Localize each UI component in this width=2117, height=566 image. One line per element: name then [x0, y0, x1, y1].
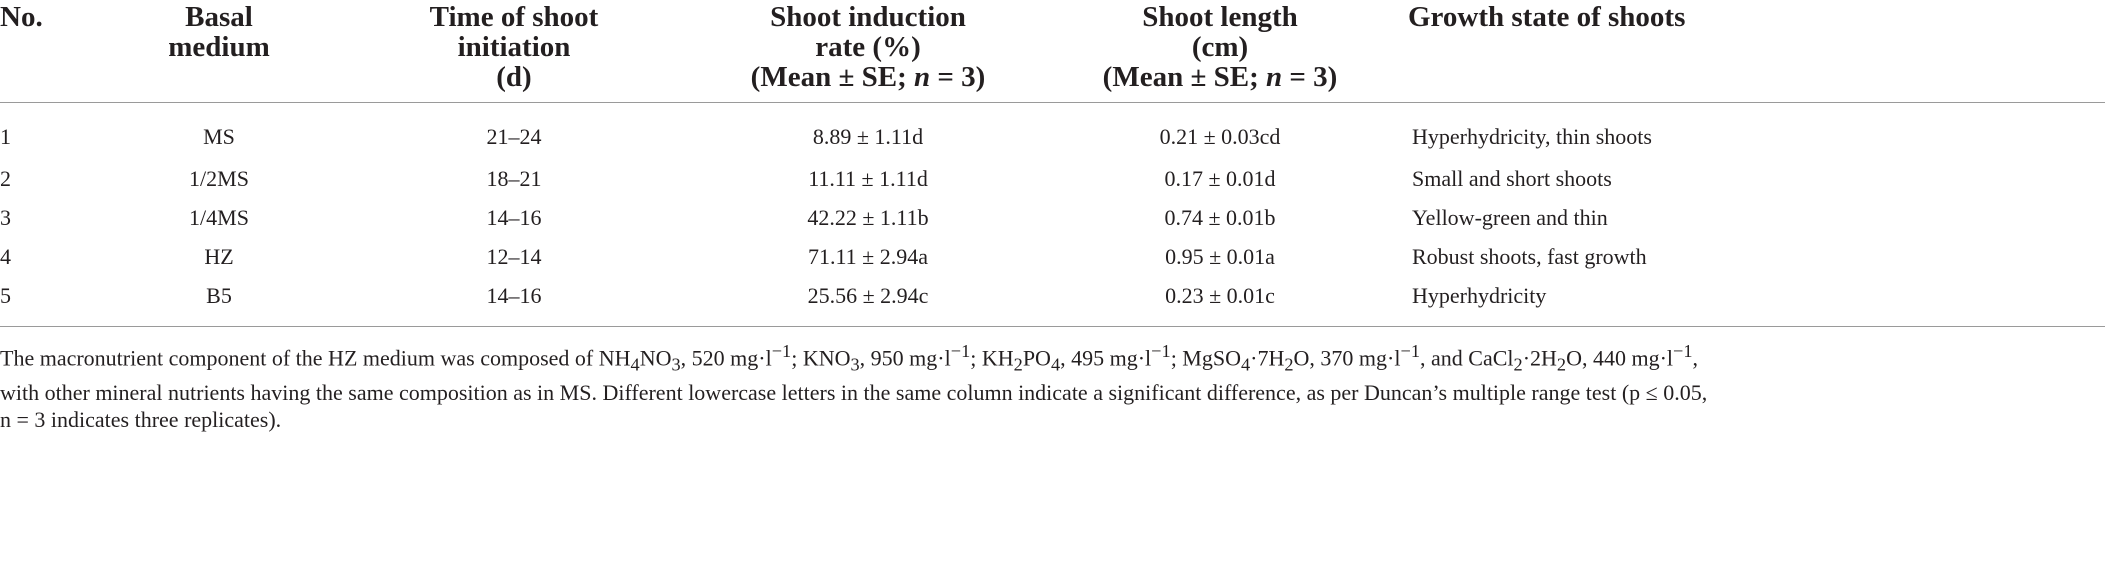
header-length-line2: (cm): [1191, 31, 1249, 63]
cell-growth: Small and short shoots: [1412, 165, 1612, 191]
header-length-line3b: = 3): [1282, 61, 1338, 93]
cell-rate: 25.56 ± 2.94c: [686, 276, 1050, 327]
cell-growth: Hyperhydricity, thin shoots: [1412, 124, 1652, 149]
cell-no: 1: [0, 124, 11, 149]
table-row: [0, 198, 2105, 237]
fn-sub: 2: [1284, 354, 1294, 375]
header-no: [0, 0, 96, 103]
cell-length: 0.74 ± 0.01b: [1164, 204, 1276, 230]
header-rate-line1: Shoot induction: [770, 1, 966, 33]
cell-growth: Robust shoots, fast growth: [1412, 243, 1647, 269]
fn-text: , 520 mg·l: [680, 345, 772, 371]
fn-sub: 2: [1513, 354, 1523, 375]
header-rate: [686, 0, 1050, 103]
header-growth-text: Growth state of shoots: [1408, 1, 1686, 33]
cell-length: 0.17 ± 0.01d: [1164, 165, 1276, 191]
header-length: [1050, 0, 1390, 103]
header-rate-line3b: = 3): [930, 61, 986, 93]
table-row: [0, 159, 2105, 198]
cell-time: 12–14: [486, 243, 542, 269]
cell-medium: B5: [96, 276, 342, 327]
header-basal-medium-line2: medium: [168, 31, 270, 63]
header-basal-medium: [96, 0, 342, 103]
header-basal-medium-line1: Basal: [185, 1, 253, 33]
cell-time: 21–24: [486, 124, 542, 149]
footnote-line-1: [0, 338, 2105, 379]
table-body: [0, 103, 2105, 327]
fn-text: ; KNO: [791, 345, 851, 371]
fn-sup: −1: [1673, 341, 1693, 361]
fn-text: ; MgSO: [1170, 345, 1241, 371]
fn-text: NO: [639, 345, 672, 371]
cell-rate: 8.89 ± 1.11d: [812, 124, 924, 149]
cell-length: 0.23 ± 0.01c: [1050, 276, 1390, 327]
cell-no: 3: [0, 204, 11, 230]
cell-length: 0.95 ± 0.01a: [1165, 243, 1275, 269]
cell-length: 0.21 ± 0.03cd: [1159, 124, 1281, 149]
fn-sub: 3: [850, 354, 860, 375]
cell-medium: 1/2MS: [189, 165, 249, 191]
cell-time: 14–16: [342, 276, 686, 327]
header-length-line3a: (Mean ± SE;: [1102, 61, 1266, 93]
fn-sub: 2: [1013, 354, 1023, 375]
fn-sup: −1: [950, 341, 971, 361]
fn-sub: 4: [1050, 354, 1061, 375]
header-time-line2: initiation: [457, 31, 571, 63]
header-time: [342, 0, 686, 103]
cell-growth: Hyperhydricity: [1390, 276, 2105, 327]
fn-sub: 4: [1240, 354, 1251, 375]
cell-growth: Yellow-green and thin: [1412, 204, 1608, 230]
fn-text: The macronutrient component of the HZ medium was composed of NH: [0, 345, 631, 371]
header-growth-state: [1390, 0, 2105, 103]
fn-sup: −1: [771, 341, 792, 361]
footnote-line-3: n = 3 indicates three replicates).: [0, 406, 282, 432]
fn-text: ·2H: [1522, 345, 1557, 371]
header-rate-line2: rate (%): [815, 31, 921, 63]
cell-rate: 11.11 ± 1.11d: [808, 165, 928, 191]
cell-medium: 1/4MS: [189, 204, 249, 230]
footnote-line-2: with other mineral nutrients having the same composition as in MS. Different lowercase letters in the same column indicate a significant difference, as per Duncan’s multiple range test (p ≤ 0.05,: [0, 379, 1708, 405]
fn-sup: −1: [1400, 341, 1421, 361]
fn-sup: −1: [1151, 341, 1171, 361]
fn-text: ; KH: [970, 345, 1014, 371]
cell-rate: 42.22 ± 1.11b: [807, 204, 929, 230]
cell-no: 5: [0, 276, 96, 327]
header-time-line3: (d): [496, 61, 532, 93]
header-rate-n: n: [914, 61, 931, 93]
fn-text: PO: [1022, 345, 1051, 371]
fn-sub: 3: [671, 354, 681, 375]
fn-text: ,: [1692, 345, 1699, 371]
cell-no: 4: [0, 243, 11, 269]
header-length-n: n: [1266, 61, 1283, 93]
fn-text: , 950 mg·l: [859, 345, 951, 371]
table-footnote: [0, 338, 2105, 433]
fn-text: O, 370 mg·l: [1293, 345, 1401, 371]
header-row: [0, 0, 2105, 103]
cell-medium: HZ: [204, 243, 234, 269]
cell-time: 14–16: [486, 204, 542, 230]
cell-medium: MS: [203, 124, 235, 149]
cell-time: 18–21: [486, 165, 542, 191]
table-row: [0, 103, 2105, 160]
header-rate-line3a: (Mean ± SE;: [750, 61, 914, 93]
header-time-line1: Time of shoot: [429, 1, 599, 33]
fn-text: O, 440 mg·l: [1566, 345, 1674, 371]
fn-text: ·7H: [1250, 345, 1285, 371]
cell-rate: 71.11 ± 2.94a: [807, 243, 929, 269]
fn-sub: 4: [630, 354, 640, 375]
fn-text: , 495 mg·l: [1060, 345, 1152, 371]
header-no-text: No.: [0, 1, 43, 33]
table-header: [0, 0, 2105, 103]
cell-no: 2: [0, 165, 11, 191]
header-length-line1: Shoot length: [1142, 1, 1298, 33]
fn-sub: 2: [1556, 354, 1567, 375]
fn-text: , and CaCl: [1420, 345, 1514, 371]
table-row: [0, 276, 2105, 327]
table-row: [0, 237, 2105, 276]
